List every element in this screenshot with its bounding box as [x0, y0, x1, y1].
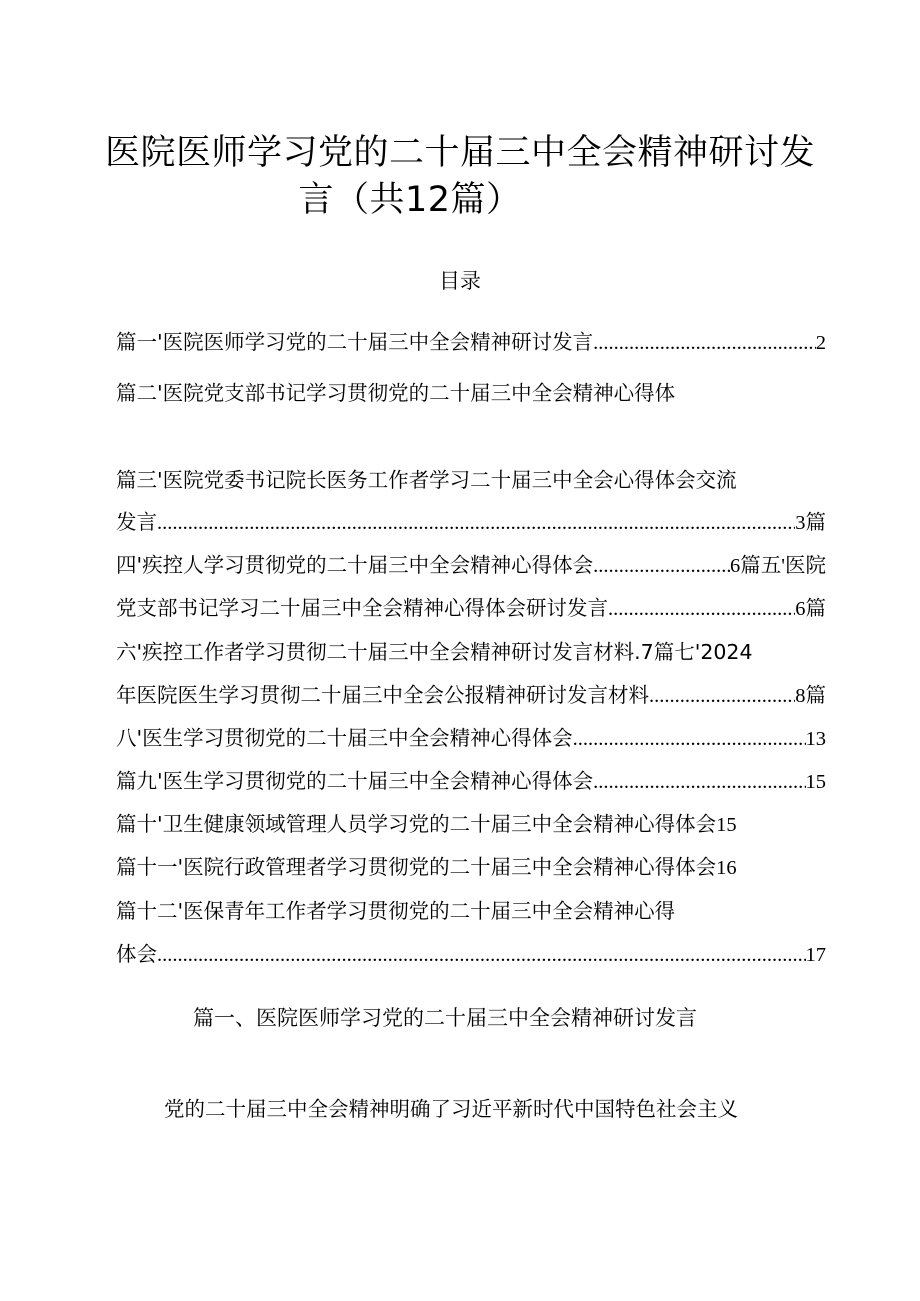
section-heading: 篇一、医院医师学习党的二十届三中全会精神研讨发言 — [193, 1006, 697, 1030]
toc-leader-dots — [649, 681, 795, 710]
toc-page-number: 17 — [805, 944, 826, 966]
toc-entry-2[interactable] — [116, 378, 826, 408]
toc-entry-text: 六'疾控工作者学习贯彻二十届三中全会精神研讨发言材料.7篇七'2024 — [116, 640, 753, 664]
toc-leader-dots — [593, 767, 805, 796]
toc-page-number: 3篇 — [795, 512, 826, 534]
toc-leader-dots — [608, 594, 795, 623]
toc-page-number: 13 — [805, 728, 826, 750]
toc-entry-text: 党支部书记学习二十届三中全会精神心得体会研讨发言 — [116, 596, 608, 620]
toc-leader-dots — [573, 724, 806, 753]
toc-entry-text: 八'医生学习贯彻党的二十届三中全会精神心得体会 — [116, 726, 573, 750]
toc-entry-text: 体会 — [116, 942, 157, 966]
toc-entry-text: 年医院医生学习贯彻二十届三中全会公报精神研讨发言材料 — [116, 683, 649, 707]
toc-leader-dots — [157, 508, 795, 537]
toc-heading: 目录 — [439, 269, 481, 293]
toc-page-number: 15 — [805, 771, 826, 793]
toc-entry-text: 篇十二'医保青年工作者学习贯彻党的二十届三中全会精神心得 — [116, 899, 676, 923]
toc-leader-dots — [593, 328, 816, 357]
toc-leader-dots — [593, 551, 730, 580]
toc-entry-text: 篇三'医院党委书记院长医务工作者学习二十届三中全会心得体会交流 — [116, 468, 737, 492]
toc-entry-11[interactable] — [116, 852, 826, 882]
toc-entry-1[interactable] — [116, 327, 826, 357]
body-paragraph: 党的二十届三中全会精神明确了习近平新时代中国特色社会主义 — [164, 1097, 738, 1121]
toc-entry-12-cont[interactable] — [116, 939, 826, 969]
toc-entry-4[interactable] — [116, 550, 826, 580]
toc-page-number: 8篇 — [795, 685, 826, 707]
toc-entry-text: 四'疾控人学习贯彻党的二十届三中全会精神心得体会 — [116, 553, 594, 577]
toc-entry-text: 发言 — [116, 510, 157, 534]
toc-entry-8[interactable] — [116, 723, 826, 753]
toc-entry-3-cont[interactable] — [116, 507, 826, 537]
toc-entry-text: 篇十'卫生健康领域管理人员学习党的二十届三中全会精神心得体会 — [116, 812, 717, 836]
toc-entry-9[interactable] — [116, 766, 826, 796]
toc-entry-text: 篇二'医院党支部书记学习贯彻党的二十届三中全会精神心得体 — [116, 381, 676, 405]
toc-page-number: 15 — [716, 814, 737, 836]
toc-entry-text: 篇九'医生学习贯彻党的二十届三中全会精神心得体会 — [116, 769, 594, 793]
toc-entry-7[interactable] — [116, 680, 826, 710]
toc-entry-10[interactable] — [116, 809, 826, 839]
document-title-line-2: 言（共12篇） — [298, 180, 522, 220]
toc-entry-12[interactable] — [116, 896, 826, 926]
toc-entry-text: 篇一'医院医师学习党的二十届三中全会精神研讨发言 — [116, 330, 594, 354]
document-title-line-1: 医院医师学习党的二十届三中全会精神研讨发 — [104, 133, 815, 173]
toc-page-number: 16 — [716, 857, 737, 879]
toc-page-number: 6篇五'医院 — [730, 555, 826, 577]
toc-leader-dots — [157, 940, 806, 969]
toc-entry-text: 篇十一'医院行政管理者学习贯彻党的二十届三中全会精神心得体会 — [116, 855, 717, 879]
toc-entry-5[interactable] — [116, 593, 826, 623]
toc-page-number: 2 — [815, 332, 826, 354]
toc-entry-3[interactable] — [116, 465, 826, 495]
toc-page-number: 6篇 — [795, 598, 826, 620]
toc-entry-6[interactable] — [116, 637, 826, 667]
